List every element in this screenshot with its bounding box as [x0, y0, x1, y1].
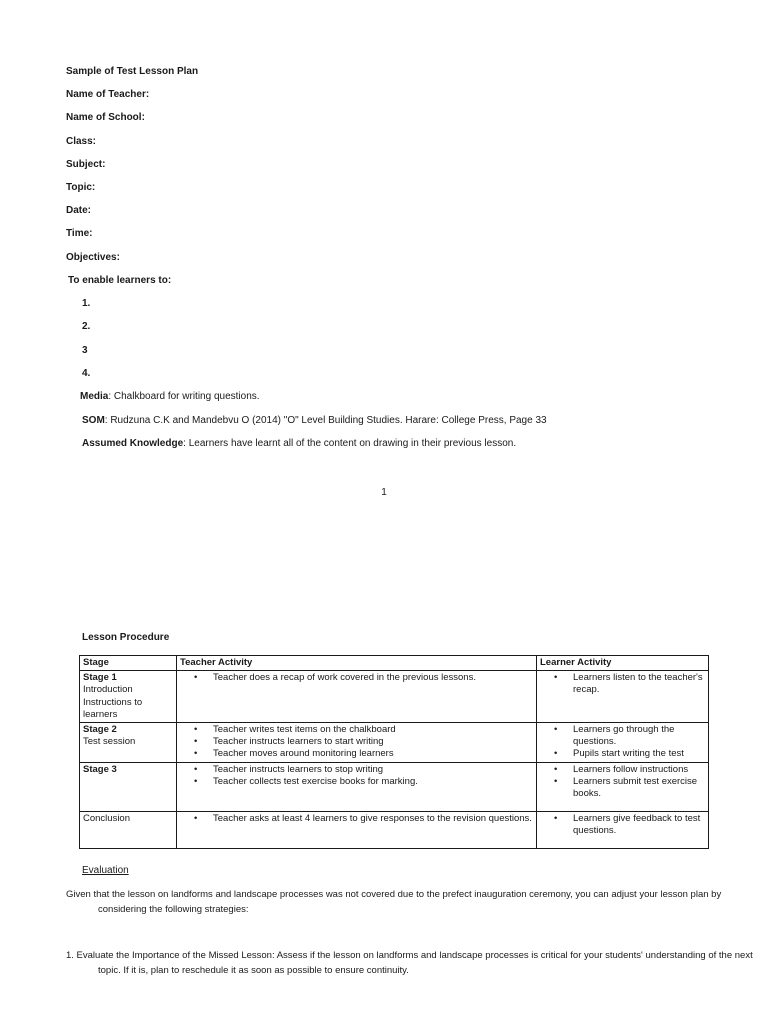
list-item: • Learners give feedback to test questions.: [573, 813, 705, 837]
objective-number-1: 1.: [82, 298, 91, 309]
media-line: [80, 391, 260, 403]
media-text: : Chalkboard for writing questions.: [108, 391, 260, 402]
field-date: Date:: [66, 205, 92, 216]
field-time: Time:: [66, 228, 93, 239]
field-subject: Subject:: [66, 159, 106, 170]
evaluation-title: Evaluation: [82, 865, 129, 876]
teacher-activity-cell: [177, 762, 537, 811]
stage-name: Stage 2: [83, 724, 117, 736]
teacher-activity-cell: [177, 723, 537, 763]
stage-desc: Introduction Instructions to learners: [83, 684, 143, 720]
lesson-procedure-table: [79, 655, 709, 849]
learner-activity-cell: [537, 811, 709, 848]
list-item: • Teacher writes test items on the chalkboard: [213, 724, 533, 736]
list-item: • Teacher instructs learners to start writing: [213, 736, 533, 748]
media-label: Media: [80, 391, 109, 402]
table-row: [80, 811, 709, 848]
list-item: • Learners go through the questions.: [573, 724, 705, 748]
list-item: • Teacher instructs learners to stop writing: [213, 764, 533, 776]
list-item: • Learners submit test exercise books.: [573, 776, 705, 800]
learner-activity-cell: [537, 762, 709, 811]
som-label: SOM: [82, 415, 105, 426]
list-item: • Teacher asks at least 4 learners to give responses to the revision questions.: [213, 813, 533, 825]
objective-number-3: 3: [82, 345, 88, 356]
table-row: [80, 762, 709, 811]
stage-cell: [80, 811, 177, 848]
assumed-text: : Learners have learnt all of the content on drawing in their previous lesson.: [183, 438, 517, 449]
field-enable: To enable learners to:: [68, 275, 172, 286]
evaluation-point-1: 1. Evaluate the Importance of the Missed Lesson: Assess if the lesson on landforms and landscape processes is critical for your students' understanding of the next topic. If it is, plan to reschedule it as soon as possible to ensure continuity.: [66, 950, 753, 976]
header-teacher-activity: Teacher Activity: [177, 656, 537, 671]
stage-name: Stage 3: [83, 763, 117, 775]
stage-cell: [80, 671, 177, 723]
list-item: • Teacher moves around monitoring learners: [213, 748, 533, 760]
som-text: : Rudzuna C.K and Mandebvu O (2014) "O" Level Building Studies. Harare: College Press, Page 33: [104, 415, 547, 426]
list-item: • Learners follow instructions: [573, 764, 705, 776]
learner-activity-cell: [537, 723, 709, 763]
field-objectives: Objectives:: [66, 252, 120, 263]
stage-cell: [80, 762, 177, 811]
teacher-activity-cell: [177, 671, 537, 723]
stage-cell: [80, 723, 177, 763]
page-number: 1: [381, 487, 387, 498]
teacher-activity-cell: [177, 811, 537, 848]
list-item: • Learners listen to the teacher's recap.: [573, 672, 705, 696]
table-row: [80, 723, 709, 763]
objective-number-2: 2.: [82, 321, 91, 332]
field-teacher: Name of Teacher:: [66, 89, 150, 100]
stage-name: Stage 1: [83, 672, 117, 684]
table-row: [80, 671, 709, 723]
stage-desc: Test session: [83, 736, 136, 748]
objective-number-4: 4.: [82, 368, 91, 379]
header-learner-activity: Learner Activity: [537, 656, 709, 671]
header-stage: Stage: [80, 656, 177, 671]
lesson-procedure-title: Lesson Procedure: [82, 632, 170, 643]
assumed-line: [82, 438, 516, 450]
assumed-label: Assumed Knowledge: [82, 438, 184, 449]
field-topic: Topic:: [66, 182, 96, 193]
som-line: [82, 415, 547, 427]
field-class: Class:: [66, 136, 97, 147]
evaluation-intro: Given that the lesson on landforms and landscape processes was not covered due to the prefect inauguration ceremony, you can adjust your lesson plan by considering the following strategies:: [66, 889, 722, 915]
list-item: • Pupils start writing the test: [573, 748, 705, 760]
table-header-row: [80, 656, 709, 671]
stage-desc: Conclusion: [83, 812, 130, 824]
list-item: • Teacher collects test exercise books for marking.: [213, 776, 533, 788]
learner-activity-cell: [537, 671, 709, 723]
field-school: Name of School:: [66, 112, 145, 123]
doc-title: Sample of Test Lesson Plan: [66, 66, 199, 77]
list-item: • Teacher does a recap of work covered in the previous lessons.: [213, 672, 533, 684]
